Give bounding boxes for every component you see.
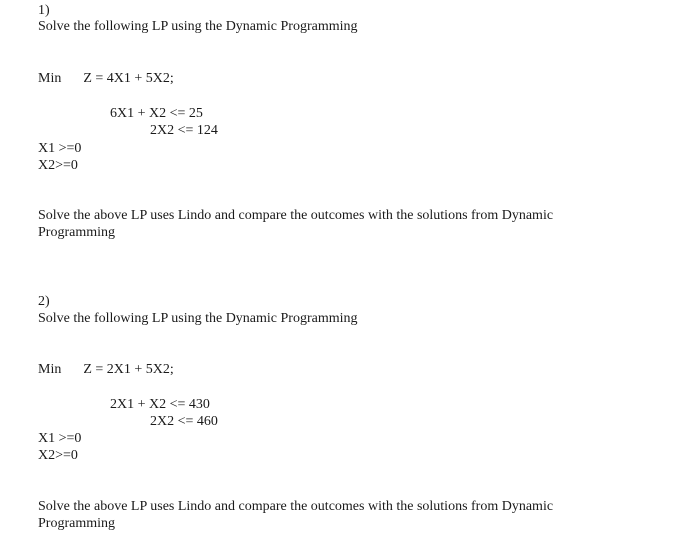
problem-1-nonneg-x1: X1 >=0 [38, 141, 82, 156]
problem-1-nonneg-x2: X2>=0 [38, 158, 78, 173]
problem-1-objective [38, 70, 174, 87]
problem-1-constraint-1: 6X1 + X2 <= 25 [110, 106, 203, 121]
problem-2-nonneg-x2: X2>=0 [38, 448, 78, 463]
problem-1-objective-expression: Z = 4X1 + 5X2; [83, 71, 174, 86]
problem-1-objective-keyword: Min [38, 71, 62, 86]
problem-1-number: 1) [38, 3, 50, 18]
problem-2-instruction: Solve the above LP uses Lindo and compare the outcomes with the solutions from Dynamic Programming [38, 499, 554, 531]
problem-1-constraint-2: 2X2 <= 124 [150, 123, 218, 138]
problem-2-constraint-2: 2X2 <= 460 [150, 414, 218, 429]
problem-2-constraint-1: 2X1 + X2 <= 430 [110, 397, 210, 412]
problem-2-nonneg-x1: X1 >=0 [38, 431, 82, 446]
problem-2-objective-keyword: Min [38, 362, 62, 377]
problem-2-objective-expression: Z = 2X1 + 5X2; [83, 362, 174, 377]
problem-2-number: 2) [38, 294, 50, 309]
problem-2-objective [38, 361, 174, 378]
problem-1-intro: Solve the following LP using the Dynamic Programming [38, 19, 358, 34]
problem-1-instruction: Solve the above LP uses Lindo and compare the outcomes with the solutions from Dynamic Programming [38, 208, 554, 240]
problem-2-intro: Solve the following LP using the Dynamic Programming [38, 311, 358, 326]
